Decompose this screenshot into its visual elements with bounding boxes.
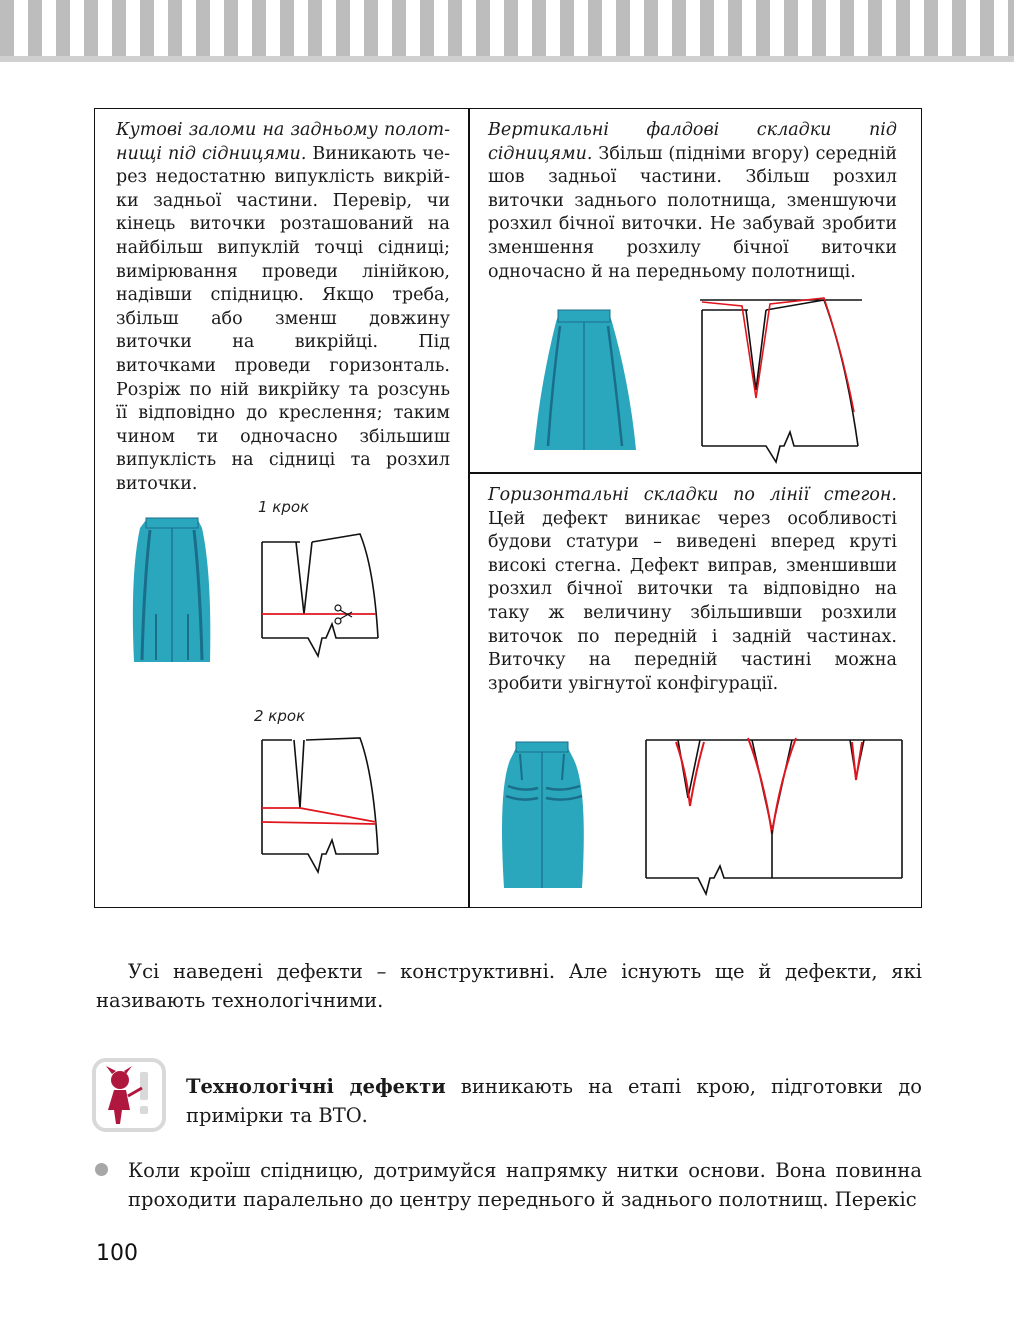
page-number: 100 <box>96 1241 138 1266</box>
note-bold-term: Технологічні дефекти <box>186 1075 446 1098</box>
note-text: виникають на етапі крою, підготовки до примірки та ВТО. <box>186 1075 922 1127</box>
step2-label: 2 крок <box>254 707 306 725</box>
cell-angular-creases-title: Кутові заломи на задньому полотнищі під сідницями. <box>116 120 450 164</box>
header-stripe-bar <box>0 0 1014 62</box>
cell-horizontal-folds-text <box>488 484 897 696</box>
paragraph-constructive-defects: Усі наведені дефекти – конструктивні. Але існують ще й дефекти, які називають технологічними. <box>96 960 922 1012</box>
cell-horizontal-folds-title: Горизонтальні складки по лінії стегон. <box>488 485 897 505</box>
cell-horizontal-folds-body: Цей дефект виникає через особливості будови статури – виведені вперед круті високі стегна. Дефект виправ, зменшивши розхил бічної виточки та відповідно на таку ж величину збільшивши розхили виточок по передній і задній частинах. Виточку на передній частині можна зробити увігнутої конфігурації. <box>488 508 897 694</box>
pattern-vertical-folds <box>696 290 866 465</box>
skirt-illustration-straight <box>126 514 220 666</box>
skirt-illustration-hips <box>498 740 590 890</box>
bullet-dot <box>95 1163 108 1176</box>
pattern-step1 <box>256 528 386 668</box>
cell-vertical-folds-title: Вертикальні фалдові складки під сідницями. <box>488 120 897 164</box>
cell-vertical-folds-text <box>488 119 897 284</box>
note-technological-defects <box>186 1072 922 1130</box>
cell-angular-creases-text <box>116 119 450 497</box>
skirt-illustration-flared <box>530 306 640 456</box>
pattern-horizontal-folds <box>640 730 906 900</box>
table-horizontal-divider <box>468 472 922 474</box>
attention-note-icon <box>92 1058 166 1132</box>
pattern-step2 <box>256 736 386 876</box>
bullet-paragraph-cutting: Коли кроїш спідницю, дотримуйся напрямку нитки основи. Вона повинна проходити паралельно до центру переднього й заднього полотнищ. Перекіс <box>128 1159 922 1211</box>
step1-label: 1 крок <box>258 498 310 516</box>
table-vertical-divider <box>468 108 470 908</box>
cell-vertical-folds-body: Збільш (підніми вгору) середній шов задньої частини. Збільш розхил виточки заднього полотнища, зменшуючи розхил бічної виточки. Не забувай зробити зменшення розхилу бічної виточки одночасно й на передньому полотнищі. <box>488 143 897 282</box>
cell-angular-creases-body: Виникають через недостатню випуклість викрійки задньої частини. Перевір, чи кінець виточки розташований на найбільш випуклій точці сідниці; вимірювання проведи лінійкою, надівши спідницю. Якщо треба, збільш або зменш довжину виточки на викрійці. Під виточками проведи горизонталь. Розріж по ній викрійку та розсунь її відповідно до креслення; таким чином ти одночасно збільшиш випуклість на сідниці та розхил виточки. <box>116 143 450 494</box>
